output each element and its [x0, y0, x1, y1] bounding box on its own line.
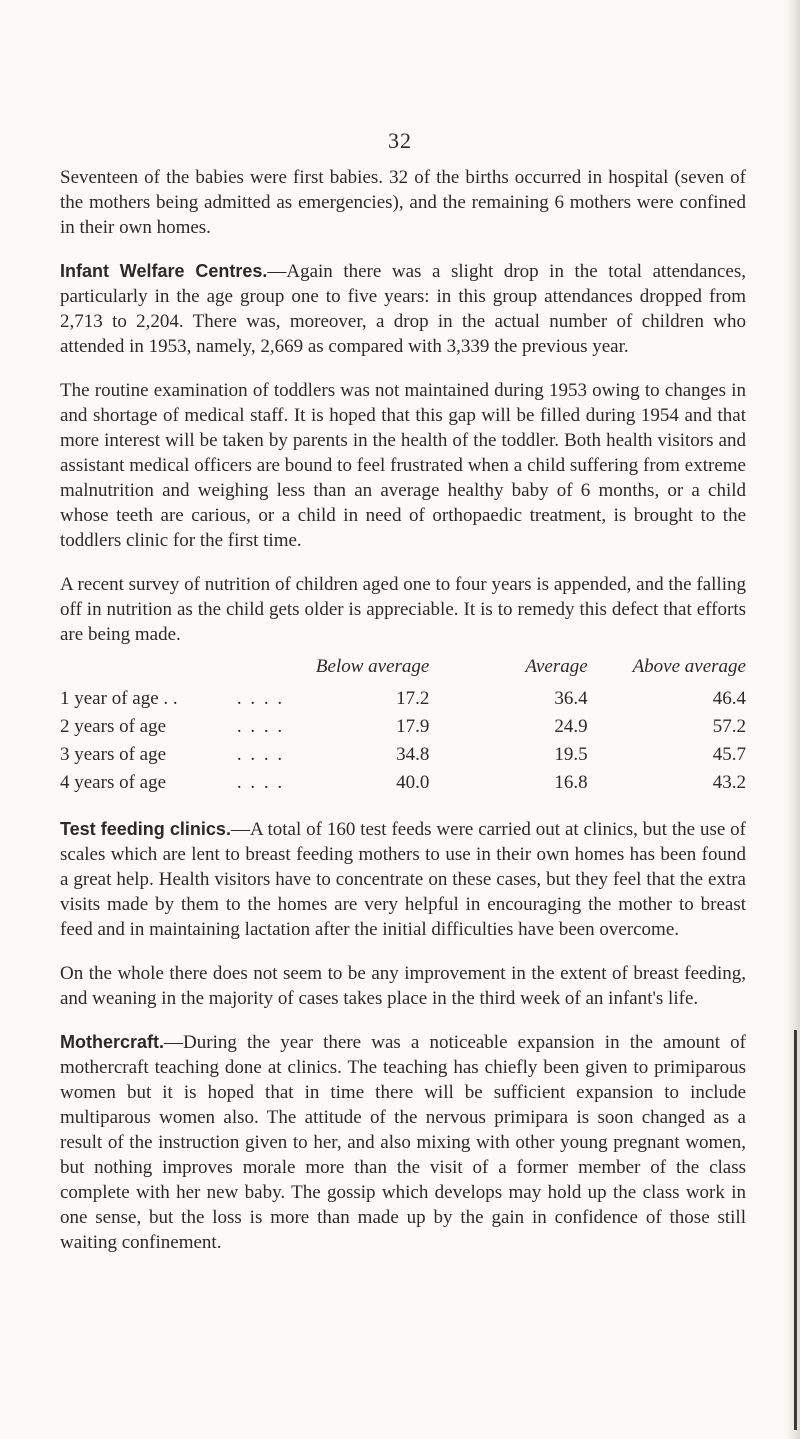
cell-above: 43.2	[712, 772, 746, 793]
infant-welfare-text: —Again there was a slight drop in the total attendances, particularly in the age group one to five years: in this group attendances dropped from 2,713 to 2,204. There was, moreover, a drop in the actual number of children who attended in 1953, namely, 2,669 as compared with 3,339 the previous year.	[60, 261, 746, 357]
leader-dots: . . . .	[236, 688, 285, 709]
row-label: 3 years of age	[60, 744, 167, 765]
leader-dots: . . . .	[236, 744, 285, 765]
paragraph-births: Seventeen of the babies were first babies. 32 of the births occurred in hospital (seven of the mothers being admitted as emergencies), and the remaining 6 mothers were confined in their own homes.	[60, 167, 746, 238]
cell-average: 19.5	[554, 744, 588, 765]
section-heading-test-feeding: Test feeding clinics.	[60, 819, 231, 839]
header-empty-dots	[218, 655, 302, 685]
cell-above: 46.4	[712, 688, 746, 709]
nutrition-table	[60, 655, 746, 797]
page-number: 32	[388, 128, 412, 153]
leader-dots: . . . .	[236, 772, 285, 793]
cell-above: 57.2	[712, 716, 746, 737]
paragraph-nutrition-survey: A recent survey of nutrition of children aged one to four years is appended, and the falling off in nutrition as the child gets older is appreciable. It is to remedy this defect that efforts are being made.	[60, 574, 746, 645]
leader-dots: . . . .	[236, 716, 285, 737]
cell-below: 34.8	[396, 744, 430, 765]
cell-average: 24.9	[554, 716, 588, 737]
header-average: Average	[525, 656, 588, 677]
cell-average: 36.4	[554, 688, 588, 709]
header-below-average: Below average	[315, 656, 430, 677]
section-heading-infant-welfare: Infant Welfare Centres.	[60, 261, 268, 281]
document-body	[60, 165, 746, 1274]
paragraph-breast-feeding: On the whole there does not seem to be any improvement in the extent of breast feeding, and weaning in the majority of cases takes place in the third week of an infant's life.	[60, 963, 746, 1009]
table-row	[60, 685, 746, 713]
table-row	[60, 769, 746, 797]
cell-below: 40.0	[396, 772, 430, 793]
cell-below: 17.9	[396, 716, 430, 737]
table-row	[60, 741, 746, 769]
row-label: 4 years of age	[60, 772, 167, 793]
paragraph-mothercraft	[60, 1030, 746, 1255]
header-above-average: Above average	[632, 656, 746, 677]
row-label: 1 year of age . .	[60, 688, 178, 709]
paragraph-toddlers: The routine examination of toddlers was not maintained during 1953 owing to changes in and shortage of medical staff. It is hoped that this gap will be filled during 1954 and that more interest will be taken by parents in the health of the toddler. Both health visitors and assistant medical officers are bound to feel frustrated when a child suffering from extreme malnutrition and weighing less than an average healthy baby of 6 months, or a child whose teeth are carious, or a child in need of orthopaedic treatment, is brought to the toddlers clinic for the first time.	[60, 380, 746, 551]
table-header-row	[60, 655, 746, 685]
test-feeding-text: —A total of 160 test feeds were carried out at clinics, but the use of scales which are lent to breast feeding mothers to use in their own homes has been found a great help. Health visitors have to concentrate on these cases, but they feel that the extra visits made by them to the homes are very helpful in encouraging the mother to breast feed and in maintaining lactation after the initial difficulties have been overcome.	[60, 819, 746, 940]
row-label: 2 years of age	[60, 716, 167, 737]
page-edge-line	[794, 1030, 797, 1430]
cell-above: 45.7	[712, 744, 746, 765]
page-edge-shadow	[786, 0, 800, 1439]
paragraph-infant-welfare	[60, 259, 746, 359]
cell-below: 17.2	[396, 688, 430, 709]
mothercraft-text: —During the year there was a noticeable expansion in the amount of mothercraft teaching done at clinics. The teaching has chiefly been given to primiparous women but it is hoped that in time there will be sufficient expansion to include multiparous women also. The attitude of the nervous primipara is soon changed as a result of the instruction given to her, and also mixing with other young pregnant women, but nothing improves morale more than the visit of a former member of the class complete with her new baby. The gossip which develops may hold up the class work in one sense, but the loss is more than made up by the gain in confidence of those still waiting confinement.	[60, 1032, 746, 1253]
paragraph-test-feeding	[60, 817, 746, 942]
section-heading-mothercraft: Mothercraft.	[60, 1032, 165, 1052]
header-empty	[60, 655, 218, 685]
cell-average: 16.8	[554, 772, 588, 793]
table-row	[60, 713, 746, 741]
